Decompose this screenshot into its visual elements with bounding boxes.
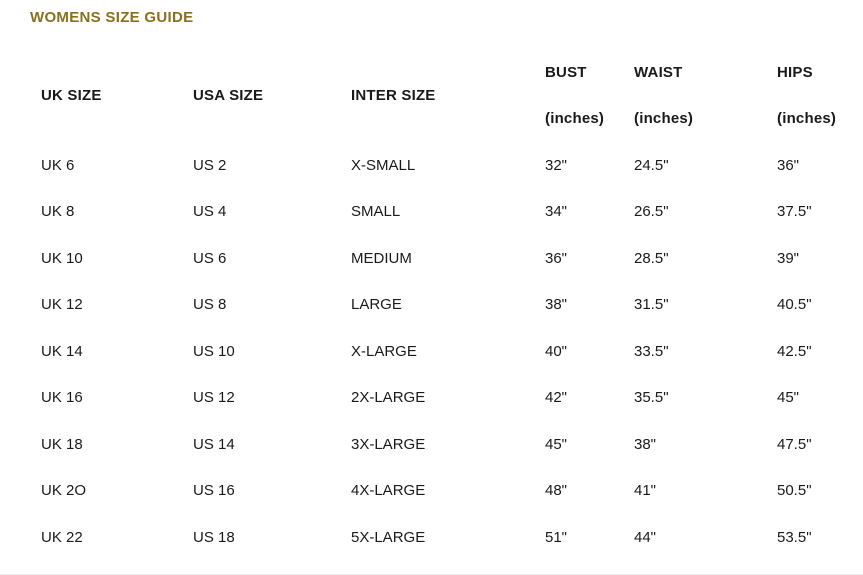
table-row (41, 514, 863, 561)
cell-uk-size: UK 6 (41, 156, 75, 174)
column-header-label: UK SIZE (41, 87, 102, 104)
cell-inter-size: MEDIUM (351, 249, 412, 267)
cell-waist: 24.5" (634, 156, 669, 174)
cell-uk-size: UK 18 (41, 435, 83, 453)
column-header-hips (777, 49, 863, 142)
column-header-unit: (inches) (634, 110, 694, 128)
column-header-label: BUST (545, 63, 587, 81)
size-guide-table (41, 49, 863, 561)
cell-hips: 45" (777, 389, 800, 407)
cell-usa-size: US 16 (193, 482, 235, 500)
cell-waist: 31.5" (634, 296, 669, 314)
cell-inter-size: 5X-LARGE (351, 528, 426, 546)
cell-waist: 26.5" (634, 203, 669, 221)
cell-inter-size: LARGE (351, 296, 402, 314)
cell-inter-size: SMALL (351, 203, 401, 221)
cell-bust: 32" (545, 156, 568, 174)
table-row (41, 189, 863, 236)
column-header-uk-size (41, 49, 193, 142)
cell-inter-size: 2X-LARGE (351, 389, 426, 407)
cell-usa-size: US 4 (193, 203, 227, 221)
cell-waist: 38" (634, 435, 657, 453)
cell-hips: 50.5" (777, 482, 812, 500)
cell-bust: 34" (545, 203, 568, 221)
cell-hips: 53.5" (777, 528, 812, 546)
column-header-usa-size (193, 49, 351, 142)
cell-bust: 40" (545, 342, 568, 360)
cell-usa-size: US 10 (193, 342, 235, 360)
column-header-label: USA SIZE (193, 87, 264, 104)
cell-usa-size: US 18 (193, 528, 235, 546)
cell-hips: 47.5" (777, 435, 812, 453)
column-header-label: INTER SIZE (351, 87, 436, 104)
cell-hips: 42.5" (777, 342, 812, 360)
column-header-waist (634, 49, 777, 142)
cell-bust: 51" (545, 528, 568, 546)
column-header-label: WAIST (634, 63, 683, 81)
cell-uk-size: UK 8 (41, 203, 75, 221)
column-header-unit: (inches) (777, 110, 837, 128)
table-row (41, 282, 863, 329)
table-row (41, 328, 863, 375)
cell-waist: 44" (634, 528, 657, 546)
cell-hips: 37.5" (777, 203, 812, 221)
cell-bust: 45" (545, 435, 568, 453)
table-row (41, 235, 863, 282)
cell-usa-size: US 6 (193, 249, 227, 267)
table-row (41, 421, 863, 468)
cell-waist: 28.5" (634, 249, 669, 267)
cell-bust: 36" (545, 249, 568, 267)
cell-inter-size: X-SMALL (351, 156, 416, 174)
table-row (41, 375, 863, 422)
cell-waist: 41" (634, 482, 657, 500)
cell-usa-size: US 8 (193, 296, 227, 314)
cell-inter-size: 3X-LARGE (351, 435, 426, 453)
table-row (41, 468, 863, 515)
cell-uk-size: UK 16 (41, 389, 83, 407)
page-title: WOMENS SIZE GUIDE (30, 9, 194, 26)
table-body (41, 142, 863, 561)
cell-waist: 33.5" (634, 342, 669, 360)
table-header-row (41, 49, 863, 142)
cell-waist: 35.5" (634, 389, 669, 407)
column-header-inter-size (351, 49, 545, 142)
cell-uk-size: UK 10 (41, 249, 83, 267)
cell-usa-size: US 2 (193, 156, 227, 174)
table-row (41, 142, 863, 189)
cell-uk-size: UK 12 (41, 296, 83, 314)
column-header-unit: (inches) (545, 110, 605, 128)
cell-uk-size: UK 2O (41, 482, 87, 500)
column-header-label: HIPS (777, 63, 813, 81)
cell-bust: 42" (545, 389, 568, 407)
cell-inter-size: X-LARGE (351, 342, 417, 360)
cell-hips: 36" (777, 156, 800, 174)
cell-hips: 40.5" (777, 296, 812, 314)
cell-inter-size: 4X-LARGE (351, 482, 426, 500)
column-header-bust (545, 49, 634, 142)
cell-hips: 39" (777, 249, 800, 267)
cell-uk-size: UK 22 (41, 528, 83, 546)
cell-uk-size: UK 14 (41, 342, 83, 360)
cell-bust: 38" (545, 296, 568, 314)
cell-bust: 48" (545, 482, 568, 500)
cell-usa-size: US 14 (193, 435, 235, 453)
cell-usa-size: US 12 (193, 389, 235, 407)
